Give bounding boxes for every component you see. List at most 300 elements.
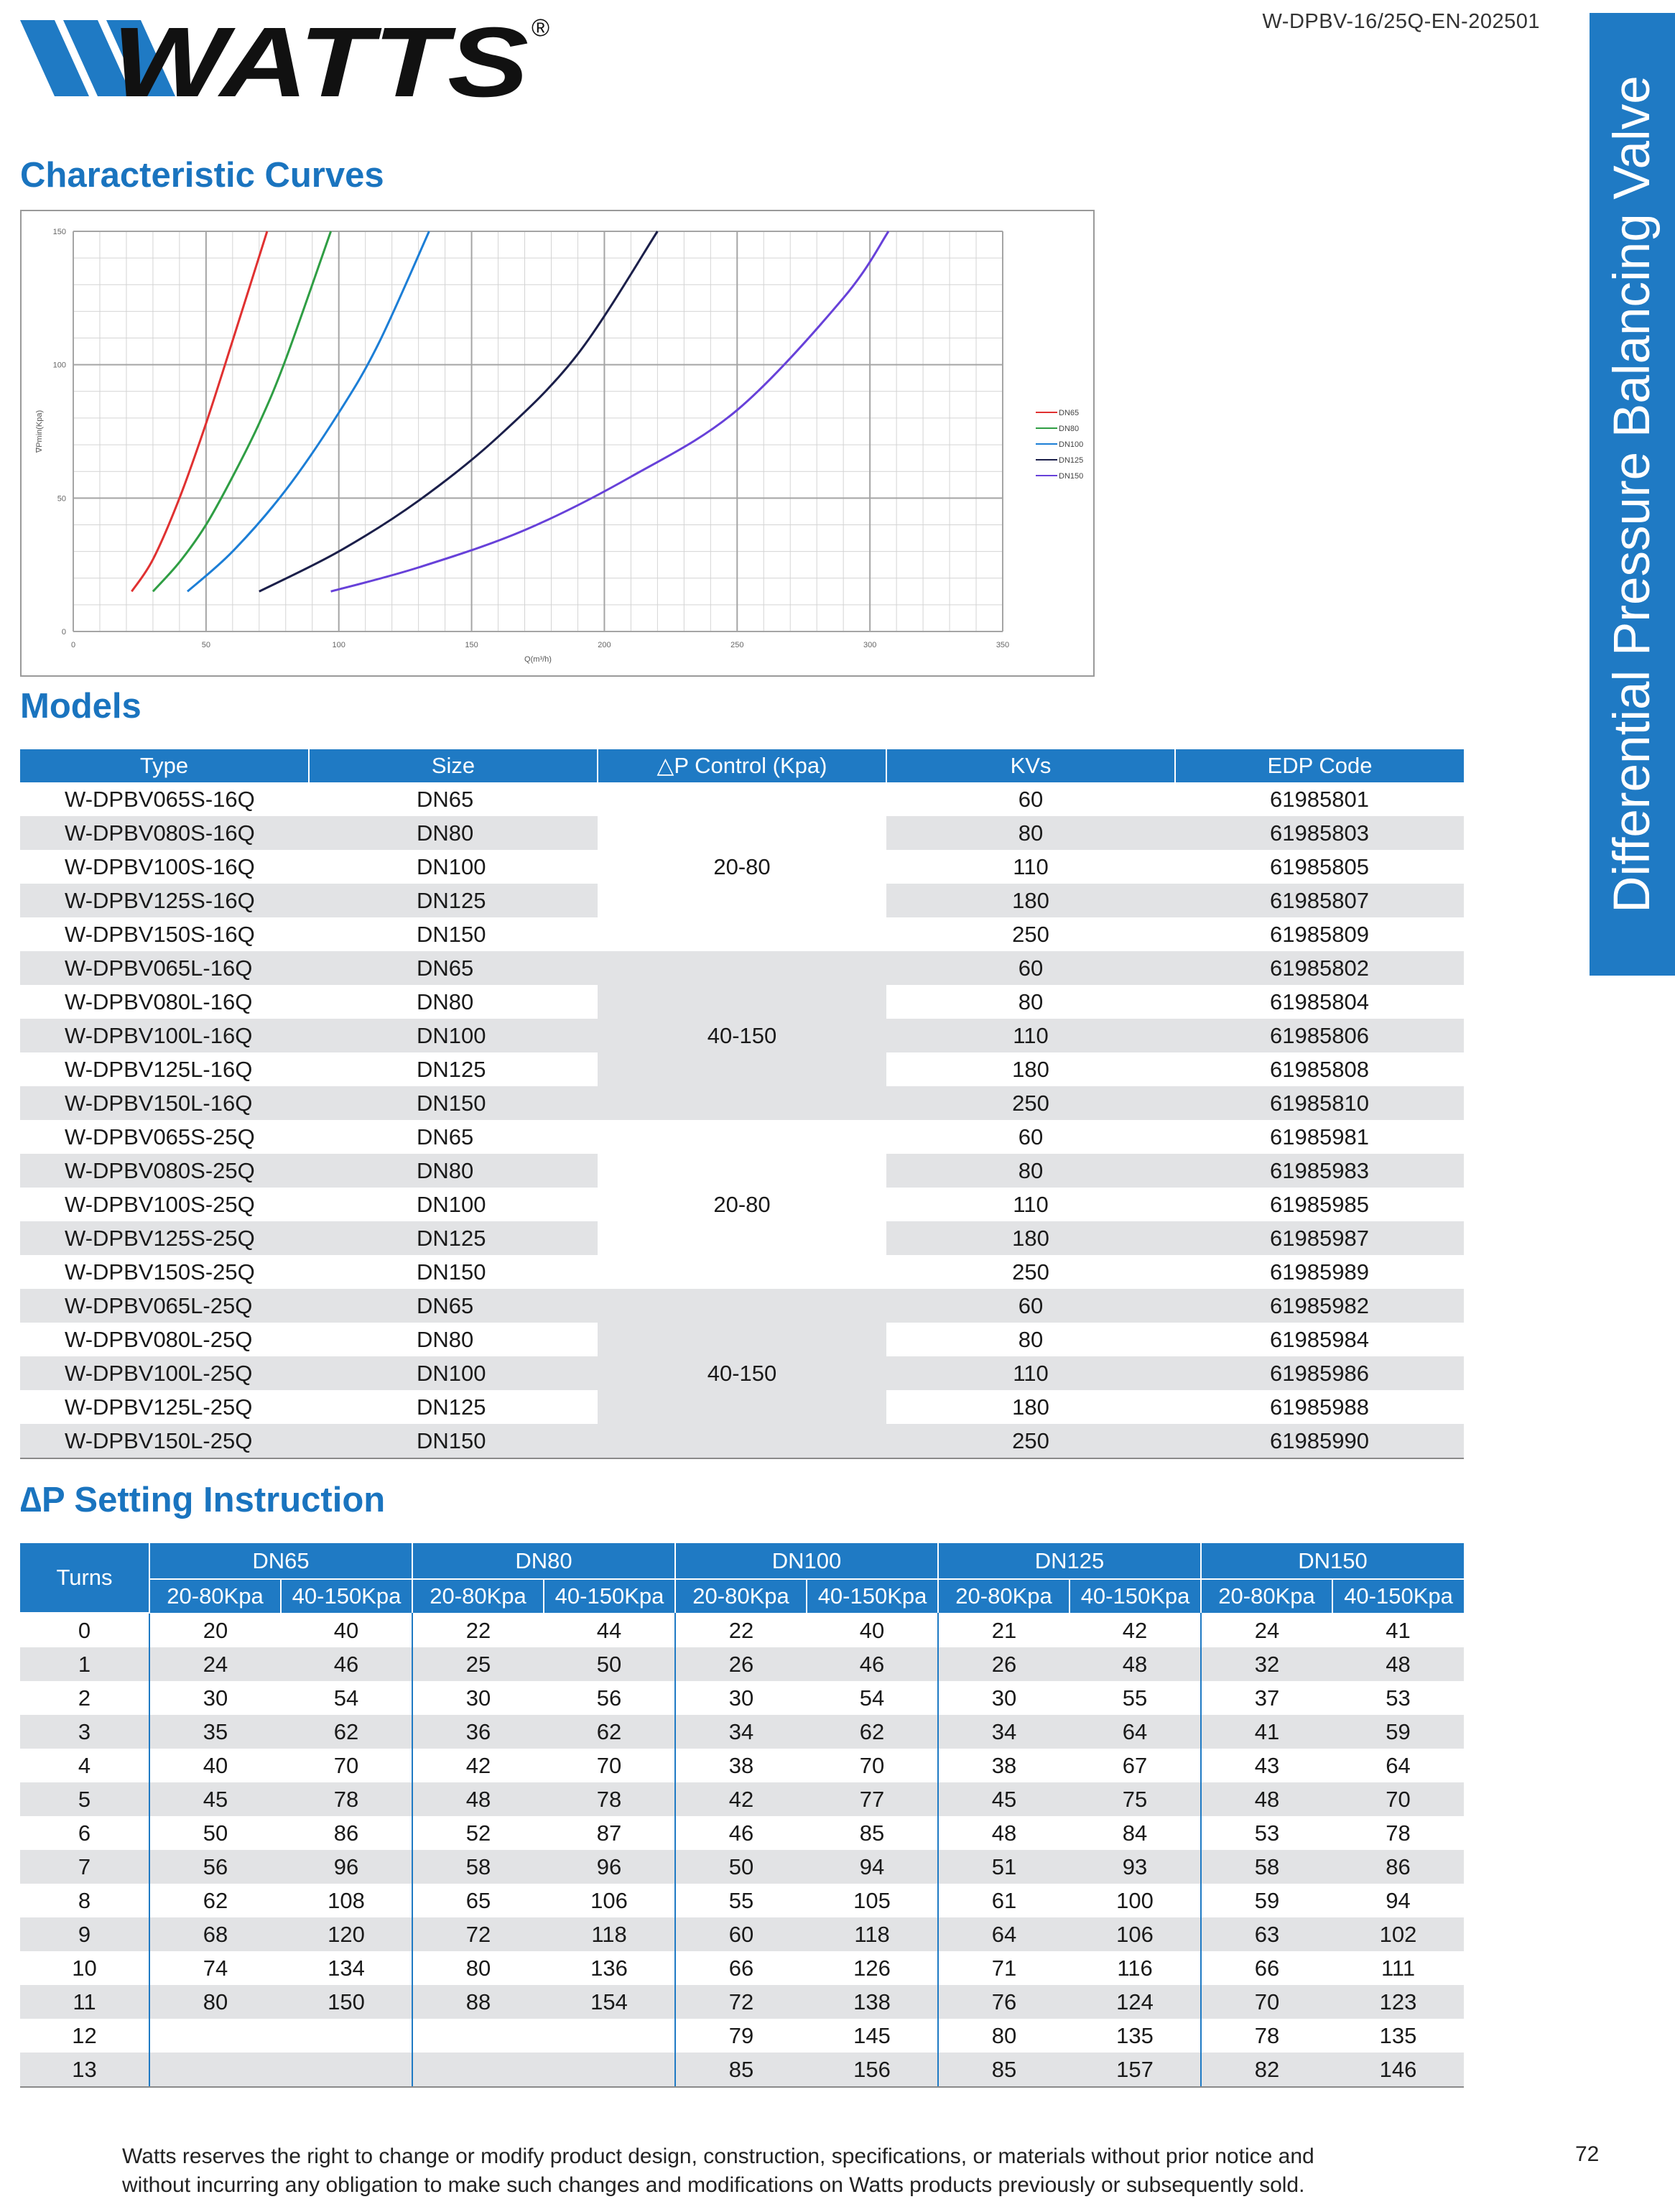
header-range: 40-150Kpa — [807, 1579, 938, 1613]
model-type: W-DPBV150S-16Q — [20, 917, 309, 951]
model-type: W-DPBV100L-16Q — [20, 1019, 309, 1052]
model-size: DN65 — [309, 1120, 598, 1154]
model-edp-code: 61985981 — [1175, 1120, 1464, 1154]
setting-value — [412, 2019, 544, 2053]
model-type: W-DPBV125L-16Q — [20, 1052, 309, 1086]
setting-value: 25 — [412, 1647, 544, 1681]
setting-value: 58 — [1201, 1850, 1332, 1884]
table-row — [20, 1715, 1464, 1749]
setting-value — [149, 2019, 281, 2053]
svg-text:®: ® — [532, 14, 550, 42]
setting-value: 80 — [149, 1985, 281, 2019]
page-number: 72 — [1575, 2142, 1600, 2166]
model-edp-code: 61985810 — [1175, 1086, 1464, 1120]
model-edp-code: 61985806 — [1175, 1019, 1464, 1052]
y-tick-label: 50 — [57, 494, 66, 504]
setting-value: 146 — [1332, 2053, 1464, 2087]
setting-value: 48 — [1332, 1647, 1464, 1681]
setting-value: 46 — [281, 1647, 412, 1681]
setting-value: 157 — [1070, 2053, 1201, 2087]
model-size: DN65 — [309, 782, 598, 816]
turns-value: 5 — [20, 1782, 149, 1816]
setting-value: 66 — [1201, 1951, 1332, 1985]
setting-value: 70 — [544, 1749, 675, 1782]
setting-value: 136 — [544, 1951, 675, 1985]
model-type: W-DPBV125S-16Q — [20, 884, 309, 917]
setting-value: 24 — [149, 1647, 281, 1681]
document-code: W-DPBV-16/25Q-EN-202501 — [1262, 10, 1540, 33]
setting-instruction-title: ∆P Setting Instruction — [20, 1481, 386, 1519]
header-range: 40-150Kpa — [544, 1579, 675, 1613]
setting-value: 66 — [675, 1951, 807, 1985]
setting-value — [544, 2019, 675, 2053]
setting-value: 58 — [412, 1850, 544, 1884]
setting-value: 100 — [1070, 1884, 1201, 1917]
table-row — [20, 2053, 1464, 2087]
header-dp-control: △P Control (Kpa) — [598, 749, 886, 782]
setting-value: 26 — [938, 1647, 1070, 1681]
setting-value: 75 — [1070, 1782, 1201, 1816]
model-size: DN100 — [309, 850, 598, 884]
table-row — [20, 782, 1464, 816]
table-row — [20, 1749, 1464, 1782]
setting-value: 80 — [412, 1951, 544, 1985]
setting-value: 50 — [675, 1850, 807, 1884]
header-range: 20-80Kpa — [675, 1579, 807, 1613]
setting-value: 38 — [938, 1749, 1070, 1782]
setting-value: 62 — [807, 1715, 938, 1749]
setting-value: 67 — [1070, 1749, 1201, 1782]
setting-value: 77 — [807, 1782, 938, 1816]
model-size: DN150 — [309, 1255, 598, 1289]
turns-value: 7 — [20, 1850, 149, 1884]
setting-value: 61 — [938, 1884, 1070, 1917]
model-kvs: 110 — [886, 850, 1175, 884]
setting-value — [544, 2053, 675, 2087]
model-size: DN80 — [309, 1323, 598, 1356]
characteristic-curves-title: Characteristic Curves — [20, 156, 384, 195]
setting-value: 108 — [281, 1884, 412, 1917]
x-tick-label: 350 — [996, 641, 1010, 649]
setting-value: 105 — [807, 1884, 938, 1917]
models-title: Models — [20, 687, 141, 726]
setting-value: 45 — [149, 1782, 281, 1816]
turns-value: 9 — [20, 1917, 149, 1951]
setting-value: 30 — [938, 1681, 1070, 1715]
model-kvs: 80 — [886, 1154, 1175, 1188]
model-type: W-DPBV100L-25Q — [20, 1356, 309, 1390]
setting-value: 118 — [544, 1917, 675, 1951]
models-header-row — [20, 749, 1464, 782]
setting-value: 30 — [149, 1681, 281, 1715]
setting-value: 78 — [1332, 1816, 1464, 1850]
header-range: 20-80Kpa — [412, 1579, 544, 1613]
setting-value: 76 — [938, 1985, 1070, 2019]
setting-value: 120 — [281, 1917, 412, 1951]
turns-value: 10 — [20, 1951, 149, 1985]
header-range: 40-150Kpa — [1070, 1579, 1201, 1613]
setting-value: 34 — [675, 1715, 807, 1749]
setting-value: 70 — [1201, 1985, 1332, 2019]
dp-control-range: 40-150 — [598, 1289, 886, 1458]
model-type: W-DPBV065S-16Q — [20, 782, 309, 816]
setting-value — [412, 2053, 544, 2087]
dp-control-range: 20-80 — [598, 1120, 886, 1289]
model-kvs: 110 — [886, 1188, 1175, 1221]
model-kvs: 110 — [886, 1019, 1175, 1052]
setting-value: 70 — [1332, 1782, 1464, 1816]
setting-value: 35 — [149, 1715, 281, 1749]
setting-value: 94 — [1332, 1884, 1464, 1917]
header-size-group: DN150 — [1201, 1543, 1464, 1579]
model-size: DN100 — [309, 1188, 598, 1221]
legend-entry: DN150 — [1059, 472, 1084, 481]
model-size: DN80 — [309, 985, 598, 1019]
setting-value: 40 — [281, 1613, 412, 1647]
setting-value: 116 — [1070, 1951, 1201, 1985]
setting-value: 46 — [807, 1647, 938, 1681]
setting-value: 86 — [281, 1816, 412, 1850]
model-kvs: 60 — [886, 1120, 1175, 1154]
series-line-dn100 — [187, 231, 429, 591]
table-row — [20, 1782, 1464, 1816]
setting-value — [281, 2053, 412, 2087]
setting-value: 38 — [675, 1749, 807, 1782]
model-kvs: 80 — [886, 985, 1175, 1019]
setting-value: 24 — [1201, 1613, 1332, 1647]
turns-value: 6 — [20, 1816, 149, 1850]
setting-value: 20 — [149, 1613, 281, 1647]
setting-value — [149, 2053, 281, 2087]
setting-value: 41 — [1332, 1613, 1464, 1647]
legend-entry: DN125 — [1059, 456, 1084, 465]
header-size: Size — [309, 749, 598, 782]
setting-value: 40 — [149, 1749, 281, 1782]
header-size-group: DN125 — [938, 1543, 1201, 1579]
model-edp-code: 61985807 — [1175, 884, 1464, 917]
model-type: W-DPBV065L-16Q — [20, 951, 309, 985]
setting-value: 85 — [807, 1816, 938, 1850]
setting-value: 36 — [412, 1715, 544, 1749]
model-kvs: 80 — [886, 816, 1175, 850]
setting-value: 56 — [544, 1681, 675, 1715]
model-type: W-DPBV150L-16Q — [20, 1086, 309, 1120]
setting-value: 138 — [807, 1985, 938, 2019]
setting-value: 102 — [1332, 1917, 1464, 1951]
x-tick-label: 50 — [201, 641, 210, 649]
header-size-group: DN100 — [675, 1543, 938, 1579]
setting-value: 22 — [412, 1613, 544, 1647]
header-turns: Turns — [20, 1543, 149, 1613]
setting-value: 93 — [1070, 1850, 1201, 1884]
model-kvs: 250 — [886, 917, 1175, 951]
model-kvs: 250 — [886, 1424, 1175, 1458]
model-edp-code: 61985986 — [1175, 1356, 1464, 1390]
setting-value: 46 — [675, 1816, 807, 1850]
setting-value: 86 — [1332, 1850, 1464, 1884]
characteristic-curves-chart — [20, 210, 1095, 677]
setting-value: 54 — [807, 1681, 938, 1715]
model-edp-code: 61985803 — [1175, 816, 1464, 850]
model-size: DN150 — [309, 917, 598, 951]
header-type: Type — [20, 749, 309, 782]
model-type: W-DPBV065L-25Q — [20, 1289, 309, 1323]
model-size: DN125 — [309, 1221, 598, 1255]
setting-value: 41 — [1201, 1715, 1332, 1749]
header-kvs: KVs — [886, 749, 1175, 782]
x-tick-label: 100 — [332, 641, 345, 649]
model-type: W-DPBV065S-25Q — [20, 1120, 309, 1154]
disclaimer-line-2: without incurring any obligation to make such changes and modifications on Watts products previously or subsequently sold. — [122, 2173, 1305, 2197]
model-size: DN125 — [309, 1390, 598, 1424]
dp-control-range: 40-150 — [598, 951, 886, 1120]
setting-value: 51 — [938, 1850, 1070, 1884]
model-edp-code: 61985983 — [1175, 1154, 1464, 1188]
setting-value: 70 — [281, 1749, 412, 1782]
x-tick-label: 0 — [70, 641, 76, 649]
model-edp-code: 61985802 — [1175, 951, 1464, 985]
model-type: W-DPBV080L-25Q — [20, 1323, 309, 1356]
y-tick-label: 100 — [52, 361, 66, 370]
model-size: DN125 — [309, 884, 598, 917]
setting-value: 60 — [675, 1917, 807, 1951]
setting-value — [281, 2019, 412, 2053]
setting-value: 82 — [1201, 2053, 1332, 2087]
setting-value: 40 — [807, 1613, 938, 1647]
setting-value: 135 — [1070, 2019, 1201, 2053]
setting-value: 84 — [1070, 1816, 1201, 1850]
table-row — [20, 1613, 1464, 1647]
setting-value: 88 — [412, 1985, 544, 2019]
x-tick-label: 300 — [863, 641, 877, 649]
setting-value: 79 — [675, 2019, 807, 2053]
series-line-dn150 — [331, 231, 888, 591]
setting-value: 65 — [412, 1884, 544, 1917]
model-edp-code: 61985801 — [1175, 782, 1464, 816]
setting-value: 26 — [675, 1647, 807, 1681]
model-edp-code: 61985987 — [1175, 1221, 1464, 1255]
header-range: 40-150Kpa — [1332, 1579, 1464, 1613]
table-row — [20, 1917, 1464, 1951]
model-edp-code: 61985990 — [1175, 1424, 1464, 1458]
setting-value: 42 — [1070, 1613, 1201, 1647]
model-type: W-DPBV150L-25Q — [20, 1424, 309, 1458]
model-kvs: 180 — [886, 884, 1175, 917]
turns-value: 13 — [20, 2053, 149, 2087]
model-size: DN65 — [309, 1289, 598, 1323]
models-body — [20, 782, 1464, 1458]
setting-value: 37 — [1201, 1681, 1332, 1715]
table-row — [20, 951, 1464, 985]
model-edp-code: 61985989 — [1175, 1255, 1464, 1289]
header-size-group: DN65 — [149, 1543, 412, 1579]
setting-value: 96 — [544, 1850, 675, 1884]
setting-body — [20, 1613, 1464, 2087]
model-edp-code: 61985809 — [1175, 917, 1464, 951]
chart-canvas — [22, 211, 1096, 678]
header-size-group: DN80 — [412, 1543, 675, 1579]
setting-range-header-row — [20, 1579, 1464, 1613]
model-size: DN150 — [309, 1086, 598, 1120]
models-table — [20, 749, 1464, 1459]
setting-value: 78 — [544, 1782, 675, 1816]
model-edp-code: 61985985 — [1175, 1188, 1464, 1221]
header-edp-code: EDP Code — [1175, 749, 1464, 782]
model-kvs: 60 — [886, 951, 1175, 985]
setting-value: 48 — [1070, 1647, 1201, 1681]
series-line-dn125 — [259, 231, 658, 591]
setting-value: 44 — [544, 1613, 675, 1647]
setting-value: 59 — [1201, 1884, 1332, 1917]
table-row — [20, 1985, 1464, 2019]
table-row — [20, 1816, 1464, 1850]
y-tick-label: 150 — [52, 228, 66, 236]
setting-value: 85 — [675, 2053, 807, 2087]
setting-value: 56 — [149, 1850, 281, 1884]
table-row — [20, 1884, 1464, 1917]
setting-value: 62 — [149, 1884, 281, 1917]
model-edp-code: 61985805 — [1175, 850, 1464, 884]
setting-value: 32 — [1201, 1647, 1332, 1681]
table-row — [20, 1951, 1464, 1985]
turns-value: 8 — [20, 1884, 149, 1917]
table-row — [20, 2019, 1464, 2053]
setting-value: 50 — [149, 1816, 281, 1850]
setting-value: 53 — [1201, 1816, 1332, 1850]
setting-value: 87 — [544, 1816, 675, 1850]
setting-value: 62 — [544, 1715, 675, 1749]
model-size: DN100 — [309, 1019, 598, 1052]
x-tick-label: 150 — [465, 641, 478, 649]
setting-value: 52 — [412, 1816, 544, 1850]
disclaimer-line-1: Watts reserves the right to change or modify product design, construction, specifications, or materials without prior notice and — [122, 2144, 1314, 2168]
model-type: W-DPBV080L-16Q — [20, 985, 309, 1019]
model-type: W-DPBV150S-25Q — [20, 1255, 309, 1289]
setting-value: 134 — [281, 1951, 412, 1985]
model-kvs: 60 — [886, 782, 1175, 816]
model-edp-code: 61985804 — [1175, 985, 1464, 1019]
setting-value: 54 — [281, 1681, 412, 1715]
model-kvs: 180 — [886, 1221, 1175, 1255]
setting-value: 145 — [807, 2019, 938, 2053]
setting-value: 78 — [281, 1782, 412, 1816]
setting-value: 70 — [807, 1749, 938, 1782]
legend-entry: DN65 — [1059, 409, 1080, 417]
setting-value: 96 — [281, 1850, 412, 1884]
setting-value: 59 — [1332, 1715, 1464, 1749]
setting-value: 106 — [1070, 1917, 1201, 1951]
setting-value: 63 — [1201, 1917, 1332, 1951]
setting-value: 30 — [412, 1681, 544, 1715]
model-size: DN80 — [309, 816, 598, 850]
model-type: W-DPBV100S-25Q — [20, 1188, 309, 1221]
model-kvs: 180 — [886, 1390, 1175, 1424]
turns-value: 4 — [20, 1749, 149, 1782]
setting-value: 64 — [1332, 1749, 1464, 1782]
setting-value: 22 — [675, 1613, 807, 1647]
header-range: 20-80Kpa — [1201, 1579, 1332, 1613]
model-type: W-DPBV100S-16Q — [20, 850, 309, 884]
footer-disclaimer — [122, 2142, 1472, 2200]
legend-entry: DN100 — [1059, 440, 1084, 449]
model-type: W-DPBV125S-25Q — [20, 1221, 309, 1255]
model-kvs: 80 — [886, 1323, 1175, 1356]
setting-value: 45 — [938, 1782, 1070, 1816]
model-kvs: 250 — [886, 1086, 1175, 1120]
model-kvs: 250 — [886, 1255, 1175, 1289]
x-axis-label: Q(m³/h) — [524, 655, 552, 664]
watts-logo — [20, 7, 550, 118]
setting-value: 71 — [938, 1951, 1070, 1985]
setting-value: 43 — [1201, 1749, 1332, 1782]
setting-value: 85 — [938, 2053, 1070, 2087]
setting-value: 150 — [281, 1985, 412, 2019]
turns-value: 0 — [20, 1613, 149, 1647]
model-type: W-DPBV125L-25Q — [20, 1390, 309, 1424]
dp-control-range: 20-80 — [598, 782, 886, 951]
table-row — [20, 1647, 1464, 1681]
header-range: 20-80Kpa — [938, 1579, 1070, 1613]
setting-value: 53 — [1332, 1681, 1464, 1715]
model-kvs: 60 — [886, 1289, 1175, 1323]
setting-value: 64 — [938, 1917, 1070, 1951]
setting-value: 64 — [1070, 1715, 1201, 1749]
model-edp-code: 61985982 — [1175, 1289, 1464, 1323]
model-kvs: 180 — [886, 1052, 1175, 1086]
setting-value: 48 — [412, 1782, 544, 1816]
header-range: 40-150Kpa — [281, 1579, 412, 1613]
side-title-band — [1590, 13, 1675, 976]
x-tick-label: 250 — [730, 641, 744, 649]
model-edp-code: 61985988 — [1175, 1390, 1464, 1424]
table-row — [20, 1289, 1464, 1323]
setting-value: 156 — [807, 2053, 938, 2087]
x-tick-label: 200 — [598, 641, 611, 649]
setting-value: 72 — [412, 1917, 544, 1951]
setting-value: 50 — [544, 1647, 675, 1681]
setting-value: 48 — [938, 1816, 1070, 1850]
setting-value: 118 — [807, 1917, 938, 1951]
model-size: DN80 — [309, 1154, 598, 1188]
model-type: W-DPBV080S-25Q — [20, 1154, 309, 1188]
setting-value: 21 — [938, 1613, 1070, 1647]
model-type: W-DPBV080S-16Q — [20, 816, 309, 850]
setting-value: 42 — [675, 1782, 807, 1816]
setting-value: 126 — [807, 1951, 938, 1985]
setting-value: 78 — [1201, 2019, 1332, 2053]
setting-header — [20, 1543, 1464, 1613]
model-size: DN65 — [309, 951, 598, 985]
legend-entry: DN80 — [1059, 425, 1080, 433]
table-row — [20, 1681, 1464, 1715]
setting-value: 30 — [675, 1681, 807, 1715]
setting-value: 106 — [544, 1884, 675, 1917]
model-kvs: 110 — [886, 1356, 1175, 1390]
setting-value: 68 — [149, 1917, 281, 1951]
setting-value: 135 — [1332, 2019, 1464, 2053]
model-edp-code: 61985984 — [1175, 1323, 1464, 1356]
setting-value: 111 — [1332, 1951, 1464, 1985]
side-title: Differential Pressure Balancing Valve — [1604, 75, 1661, 913]
setting-table — [20, 1543, 1464, 2088]
setting-value: 55 — [1070, 1681, 1201, 1715]
model-size: DN100 — [309, 1356, 598, 1390]
model-size: DN125 — [309, 1052, 598, 1086]
turns-value: 2 — [20, 1681, 149, 1715]
setting-value: 62 — [281, 1715, 412, 1749]
turns-value: 11 — [20, 1985, 149, 2019]
setting-value: 154 — [544, 1985, 675, 2019]
